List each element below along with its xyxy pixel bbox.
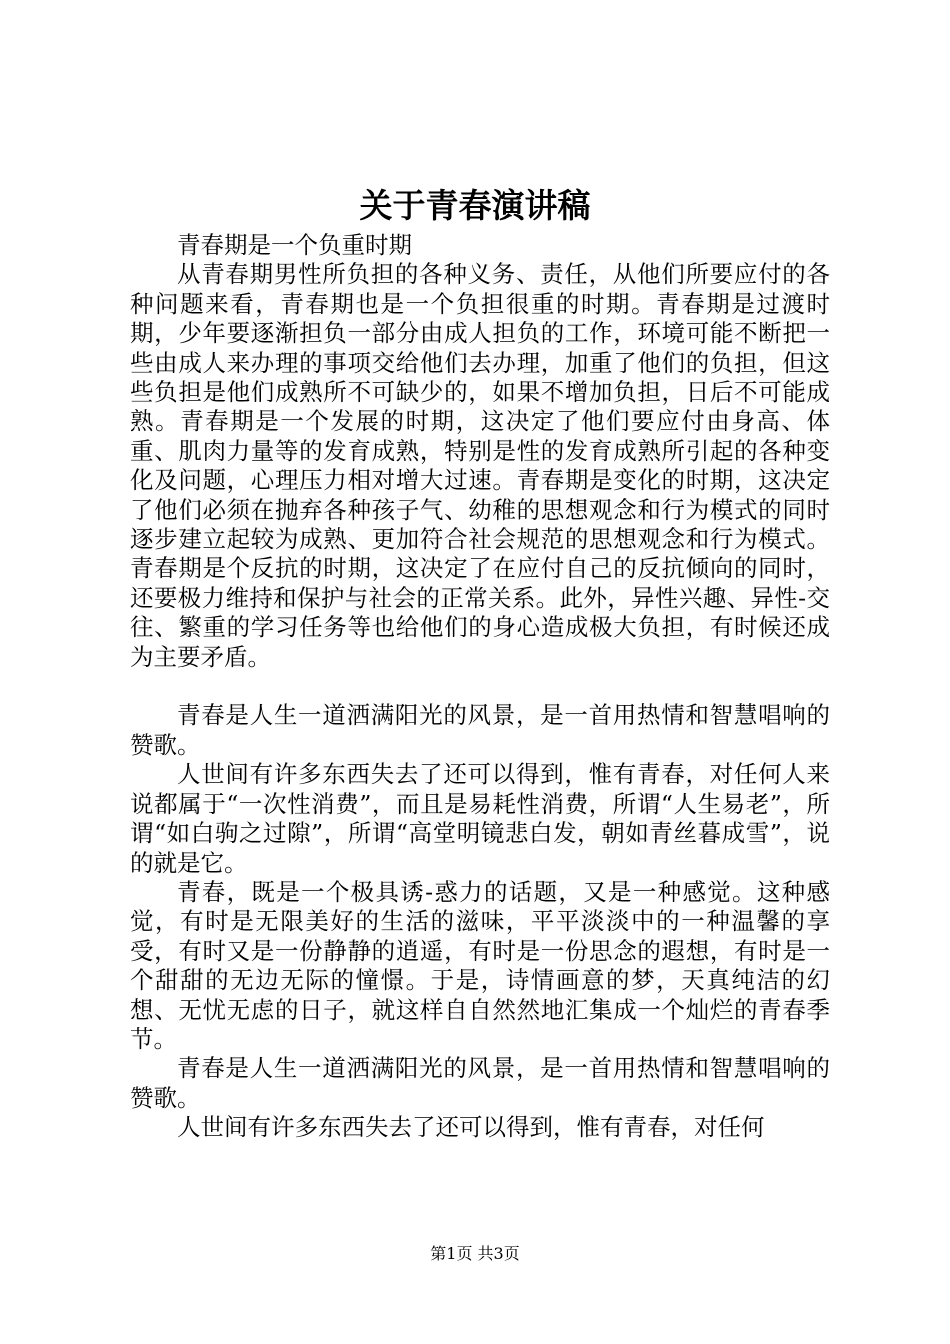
paragraph-heading: 青春期是一个负重时期 [177,231,412,259]
paragraph: 青春是人生一道洒满阳光的风景，是一首用热情和智慧唱响的赞歌。 [130,1054,830,1112]
paragraph: 人世间有许多东西失去了还可以得到，惟有青春，对任何 [177,1113,765,1142]
paragraph: 从青春期男性所负担的各种义务、责任，从他们所要应付的各种问题来看，青春期也是一个负担很重的时期。青春期是过渡时期，少年要逐渐担负一部分由成人担负的工作，环境可能不断把一些由成人来办理的事项交给他们去办理，加重了他们的负担，但这些负担是他们成熟所不可缺少的，如果不增加负担，日后不可能成熟。青春期是一个发展的时期，这决定了他们要应付由身高、体重、肌肉力量等的发育成熟，特别是性的发育成熟所引起的各种变化及问题，心理压力相对增大过速。青春期是变化的时期，这决定了他们必须在抛弃各种孩子气、幼稚的思想观念和行为模式的同时逐步建立起较为成熟、更加符合社会规范的思想观念和行为模式。青春期是个反抗的时期，这决定了在应付自己的反抗倾向的同时，还要极力维持和保护与社会的正常关系。此外，异性兴趣、异性-交往、繁重的学习任务等也给他们的身心造成极大负担，有时候还成为主要矛盾。 [130,260,830,671]
page-footer: 第1页 共3页 [430,1244,520,1263]
paragraph: 青春是人生一道洒满阳光的风景，是一首用热情和智慧唱响的赞歌。 [130,701,830,759]
paragraph: 人世间有许多东西失去了还可以得到，惟有青春，对任何人来说都属于“一次性消费”，而且是易耗性消费，所谓“人生易老”，所谓“如白驹之过隙”，所谓“高堂明镜悲白发，朝如青丝暮成雪”，说的就是它。 [130,760,830,877]
document-title: 关于青春演讲稿 [359,186,591,225]
document-body [130,231,830,1143]
paragraph: 青春，既是一个极具诱-惑力的话题，又是一种感觉。这种感觉，有时是无限美好的生活的滋味，平平淡淡中的一种温馨的享受，有时又是一份静静的逍遥，有时是一份思念的遐想，有时是一个甜甜的无边无际的憧憬。于是，诗情画意的梦，天真纯洁的幻想、无忧无虑的日子，就这样自自然然地汇集成一个灿烂的青春季节。 [130,877,830,1053]
blank-line [130,672,830,701]
